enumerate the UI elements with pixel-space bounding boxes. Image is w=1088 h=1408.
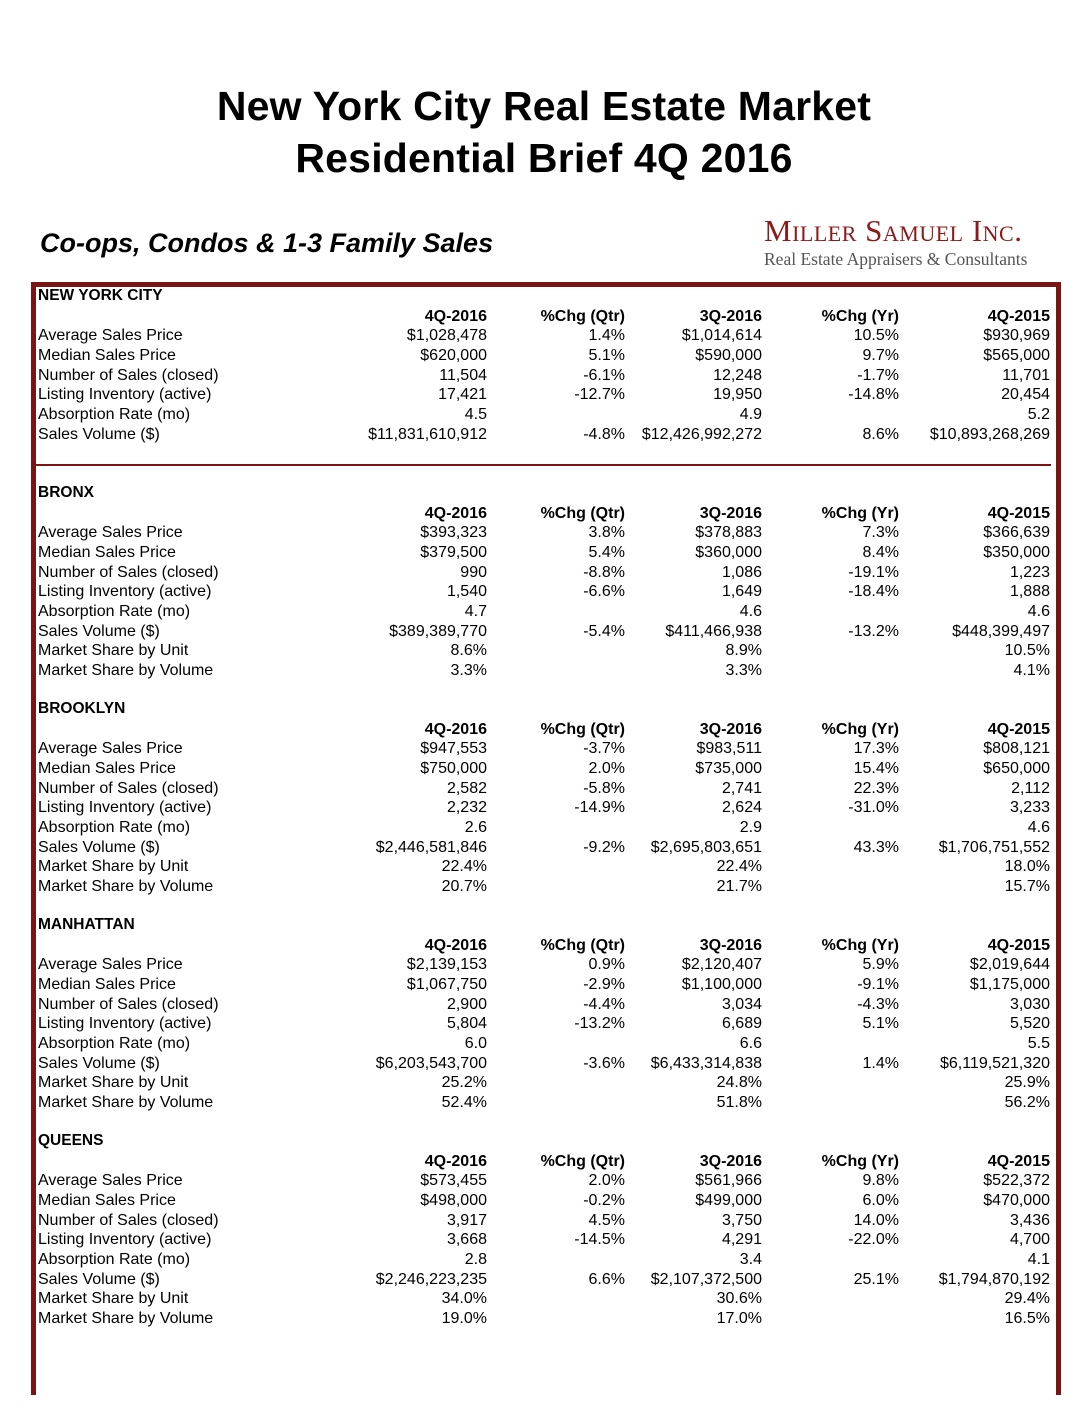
table-cell: 1,086 [721, 563, 762, 581]
row-label: Listing Inventory (active) [38, 799, 212, 817]
table-cell: 22.4% [441, 858, 487, 876]
table-row [38, 622, 1050, 642]
table-cell: 14.0% [853, 1211, 899, 1229]
column-header: %Chg (Qtr) [540, 1152, 625, 1170]
table-cell: $2,019,644 [969, 956, 1050, 974]
table-cell: 22.3% [853, 779, 899, 797]
table-row [38, 1211, 1050, 1231]
table-cell: 2,741 [721, 779, 762, 797]
table-cell: 6.6% [588, 1270, 625, 1288]
table-cell: $378,883 [695, 524, 762, 542]
table-cell: 2,112 [1011, 779, 1050, 797]
section-title: NEW YORK CITY [38, 287, 163, 304]
table-cell: -14.8% [848, 386, 899, 404]
table-row [38, 405, 1050, 425]
table-cell: 3.3% [725, 661, 762, 679]
column-header: 3Q-2016 [699, 307, 762, 325]
table-cell: -19.1% [848, 563, 899, 581]
table-cell: 12,248 [713, 366, 762, 384]
table-cell: 3,030 [1009, 995, 1050, 1013]
column-header: 4Q-2016 [424, 936, 487, 954]
table-cell: 2.0% [588, 1172, 625, 1190]
section-title: MANHATTAN [38, 916, 135, 933]
table-cell: 51.8% [716, 1093, 762, 1111]
table-cell: 25.1% [853, 1270, 899, 1288]
table-cell: 1,223 [1009, 563, 1050, 581]
table-cell: 21.7% [716, 877, 762, 895]
table-cell: 8.6% [450, 642, 487, 660]
table-cell: 4,700 [1009, 1231, 1050, 1249]
row-label: Absorption Rate (mo) [38, 405, 191, 423]
table-cell: -14.9% [574, 799, 625, 817]
table-row [38, 1250, 1050, 1270]
table-cell: 1,888 [1009, 583, 1050, 601]
row-label: Average Sales Price [38, 956, 183, 974]
table-cell: 2,624 [721, 799, 762, 817]
row-label: Sales Volume ($) [38, 838, 160, 856]
column-header: 4Q-2015 [987, 720, 1050, 738]
table-cell: 34.0% [441, 1290, 487, 1308]
table-cell: 3,917 [446, 1211, 487, 1229]
table-cell: -4.4% [583, 995, 625, 1013]
table-cell: $1,794,870,192 [938, 1270, 1050, 1288]
table-cell: $2,246,223,235 [375, 1270, 487, 1288]
table-cell: $411,466,938 [665, 622, 762, 640]
row-label: Absorption Rate (mo) [38, 602, 191, 620]
table-cell: 10.5% [853, 327, 899, 345]
table-cell: 2,232 [446, 799, 487, 817]
table-cell: $1,028,478 [406, 327, 487, 345]
table-cell: 2.9 [739, 818, 762, 836]
table-cell: 0.9% [588, 956, 625, 974]
table-cell: 8.6% [862, 425, 899, 443]
table-cell: 29.4% [1004, 1290, 1050, 1308]
table-cell: $565,000 [983, 346, 1050, 364]
table-cell: 10.5% [1004, 642, 1050, 660]
table-cell: -9.2% [583, 838, 625, 856]
row-label: Absorption Rate (mo) [38, 1250, 191, 1268]
table-cell: $590,000 [695, 346, 762, 364]
table-cell: $808,121 [983, 740, 1050, 758]
table-cell: 5.9% [862, 956, 899, 974]
table-cell: 2.6 [464, 818, 487, 836]
table-cell: 4.6 [1027, 602, 1050, 620]
column-header: 4Q-2016 [424, 1152, 487, 1170]
row-label: Listing Inventory (active) [38, 386, 212, 404]
table-cell: 1.4% [588, 327, 625, 345]
table-cell: $1,706,751,552 [938, 838, 1050, 856]
table-cell: -13.2% [848, 622, 899, 640]
table-cell: $750,000 [420, 759, 487, 777]
table-cell: $350,000 [983, 543, 1050, 561]
logo-company-name: Miller Samuel Inc. [764, 213, 1023, 248]
table-row [38, 759, 1050, 779]
table-cell: 25.9% [1004, 1074, 1050, 1092]
column-header: %Chg (Yr) [821, 936, 899, 954]
row-label: Median Sales Price [38, 1191, 176, 1209]
table-cell: 4.5 [464, 405, 487, 423]
table-cell: $1,014,614 [681, 327, 762, 345]
row-label: Number of Sales (closed) [38, 995, 219, 1013]
table-cell: 3,436 [1009, 1211, 1050, 1229]
table-row [38, 739, 1050, 759]
table-cell: 4,291 [721, 1231, 762, 1249]
table-cell: 4.9 [739, 405, 762, 423]
table-cell: 5.4% [588, 543, 625, 561]
table-row [38, 1270, 1050, 1290]
table-cell: -3.6% [583, 1054, 625, 1072]
table-cell: $983,511 [696, 740, 762, 758]
table-cell: 4.6 [1027, 818, 1050, 836]
report-title-line1: New York City Real Estate Market [216, 83, 872, 129]
column-header-row [38, 936, 1050, 956]
table-row [38, 857, 1050, 877]
table-cell: 18.0% [1004, 858, 1050, 876]
row-label: Sales Volume ($) [38, 1270, 160, 1288]
table-cell: 15.7% [1004, 877, 1050, 895]
column-header: 3Q-2016 [699, 504, 762, 522]
table-cell: 2.0% [588, 759, 625, 777]
column-header: %Chg (Qtr) [540, 504, 625, 522]
table-cell: 19.0% [441, 1309, 487, 1327]
table-cell: $393,323 [420, 524, 487, 542]
table-row [38, 1054, 1050, 1074]
table-cell: 8.4% [862, 543, 899, 561]
table-cell: $1,100,000 [681, 975, 762, 993]
section-title: BROOKLYN [38, 700, 126, 717]
table-cell: 20.7% [441, 877, 487, 895]
table-cell: $650,000 [983, 759, 1050, 777]
table-cell: -4.8% [583, 425, 625, 443]
row-label: Average Sales Price [38, 1172, 183, 1190]
table-cell: 2,900 [446, 995, 487, 1013]
table-cell: 22.4% [716, 858, 762, 876]
table-cell: 24.8% [716, 1074, 762, 1092]
table-cell: -13.2% [574, 1015, 625, 1033]
row-label: Market Share by Unit [38, 642, 189, 660]
table-cell: $448,399,497 [952, 622, 1050, 640]
table-row [38, 1191, 1050, 1211]
table-cell: $2,120,407 [681, 956, 762, 974]
table-cell: 6,689 [721, 1015, 762, 1033]
column-header: %Chg (Qtr) [540, 307, 625, 325]
row-label: Absorption Rate (mo) [38, 1034, 191, 1052]
row-label: Absorption Rate (mo) [38, 818, 191, 836]
table-cell: $2,107,372,500 [650, 1270, 762, 1288]
table-cell: 11,701 [1002, 366, 1050, 384]
table-row [38, 838, 1050, 858]
table-cell: $620,000 [420, 346, 487, 364]
row-label: Median Sales Price [38, 346, 176, 364]
table-cell: $6,433,314,838 [650, 1054, 762, 1072]
table-cell: 5,520 [1009, 1015, 1050, 1033]
row-label: Number of Sales (closed) [38, 779, 219, 797]
table-cell: -31.0% [848, 799, 899, 817]
column-header: %Chg (Qtr) [540, 720, 625, 738]
table-row [38, 425, 1050, 445]
table-row [38, 661, 1050, 681]
table-row [38, 1034, 1050, 1054]
row-label: Market Share by Volume [38, 661, 214, 679]
table-row [38, 563, 1050, 583]
table-cell: 52.4% [441, 1093, 487, 1111]
table-cell: 17,421 [438, 386, 487, 404]
row-label: Average Sales Price [38, 740, 183, 758]
table-row [38, 818, 1050, 838]
column-header: 4Q-2016 [424, 307, 487, 325]
table-row [38, 779, 1050, 799]
row-label: Median Sales Price [38, 543, 176, 561]
row-label: Median Sales Price [38, 759, 176, 777]
column-header-row [38, 1152, 1050, 1172]
table-cell: $573,455 [420, 1172, 487, 1190]
table-row [38, 326, 1050, 346]
table-cell: 1,649 [721, 583, 762, 601]
table-row [38, 543, 1050, 563]
table-cell: 2,582 [446, 779, 487, 797]
table-cell: $6,119,521,320 [939, 1054, 1050, 1072]
table-cell: 1.4% [862, 1054, 899, 1072]
table-cell: -2.9% [583, 975, 625, 993]
table-cell: 5,804 [446, 1015, 487, 1033]
row-label: Market Share by Volume [38, 877, 214, 895]
table-cell: 4.1 [1027, 1250, 1050, 1268]
table-row [38, 975, 1050, 995]
row-label: Sales Volume ($) [38, 425, 160, 443]
table-cell: -3.7% [583, 740, 625, 758]
table-cell: 56.2% [1004, 1093, 1050, 1111]
table-cell: -8.8% [583, 563, 625, 581]
table-cell: 16.5% [1004, 1309, 1050, 1327]
column-header-row [38, 504, 1050, 524]
table-row [38, 641, 1050, 661]
row-label: Average Sales Price [38, 327, 183, 345]
row-label: Number of Sales (closed) [38, 366, 219, 384]
table-cell: 20,454 [1001, 386, 1050, 404]
table-cell: $389,389,770 [389, 622, 487, 640]
table-cell: 3,750 [721, 1211, 762, 1229]
column-header: 4Q-2015 [987, 504, 1050, 522]
row-label: Market Share by Volume [38, 1093, 214, 1111]
table-cell: 3,668 [446, 1231, 487, 1249]
column-header: 4Q-2016 [424, 720, 487, 738]
table-cell: 6.0 [464, 1034, 487, 1052]
table-cell: 3.4 [739, 1250, 762, 1268]
table-cell: 5.1% [588, 346, 625, 364]
table-cell: $499,000 [695, 1191, 762, 1209]
table-cell: 9.8% [862, 1172, 899, 1190]
table-cell: -18.4% [848, 583, 899, 601]
table-row [38, 1171, 1050, 1191]
table-cell: 11,504 [439, 366, 487, 384]
table-cell: -22.0% [848, 1231, 899, 1249]
column-header: 4Q-2015 [987, 936, 1050, 954]
row-label: Listing Inventory (active) [38, 1015, 212, 1033]
table-cell: 17.3% [853, 740, 899, 758]
table-cell: $10,893,268,269 [929, 425, 1050, 443]
table-row [38, 1093, 1050, 1113]
row-label: Market Share by Unit [38, 858, 189, 876]
table-cell: 30.6% [716, 1290, 762, 1308]
column-header: 4Q-2015 [987, 307, 1050, 325]
row-label: Number of Sales (closed) [38, 1211, 219, 1229]
table-cell: 15.4% [853, 759, 899, 777]
table-cell: 5.1% [862, 1015, 899, 1033]
table-cell: 7.3% [862, 524, 899, 542]
table-cell: -5.4% [583, 622, 625, 640]
column-header: 4Q-2016 [424, 504, 487, 522]
table-cell: $1,067,750 [406, 975, 487, 993]
table-cell: 5.5 [1027, 1034, 1050, 1052]
column-header: 3Q-2016 [699, 720, 762, 738]
table-cell: 17.0% [716, 1309, 762, 1327]
column-header: %Chg (Yr) [821, 720, 899, 738]
column-header: 3Q-2016 [699, 936, 762, 954]
table-cell: 3,034 [721, 995, 762, 1013]
table-cell: 5.2 [1027, 405, 1050, 423]
table-cell: 8.9% [725, 642, 762, 660]
table-row [38, 1073, 1050, 1093]
table-cell: 1,540 [446, 583, 487, 601]
table-cell: 2.8 [464, 1250, 487, 1268]
table-cell: 4.7 [464, 602, 487, 620]
logo-tagline: Real Estate Appraisers & Consultants [764, 249, 1028, 269]
table-cell: 6.6 [739, 1034, 762, 1052]
table-row [38, 346, 1050, 366]
section-title: BRONX [38, 484, 94, 501]
table-cell: $366,639 [983, 524, 1050, 542]
table-row [38, 523, 1050, 543]
table-cell: $360,000 [695, 543, 762, 561]
section-title: QUEENS [38, 1132, 104, 1149]
table-row [38, 1230, 1050, 1250]
table-cell: 3.8% [588, 524, 625, 542]
table-cell: $498,000 [420, 1191, 487, 1209]
column-header: %Chg (Yr) [821, 307, 899, 325]
table-cell: -4.3% [857, 995, 899, 1013]
table-row [38, 1309, 1050, 1329]
row-label: Market Share by Unit [38, 1074, 189, 1092]
table-cell: -1.7% [857, 366, 899, 384]
table-cell: 25.2% [441, 1074, 487, 1092]
row-label: Number of Sales (closed) [38, 563, 219, 581]
row-label: Market Share by Volume [38, 1309, 214, 1327]
table-cell: 43.3% [853, 838, 899, 856]
table-cell: 19,950 [713, 386, 762, 404]
table-cell: $470,000 [983, 1191, 1050, 1209]
table-cell: $11,831,610,912 [368, 425, 487, 443]
row-label: Listing Inventory (active) [38, 1231, 212, 1249]
section-divider [36, 464, 1051, 466]
table-cell: -12.7% [574, 386, 625, 404]
table-cell: -5.8% [583, 779, 625, 797]
company-logo [764, 214, 1027, 269]
table-cell: -14.5% [574, 1231, 625, 1249]
table-cell: 990 [460, 563, 487, 581]
table-row [38, 798, 1050, 818]
table-cell: $12,426,992,272 [641, 425, 762, 443]
table-row [38, 1014, 1050, 1034]
table-cell: $930,969 [983, 327, 1050, 345]
table-cell: 6.0% [862, 1191, 899, 1209]
row-label: Sales Volume ($) [38, 1054, 160, 1072]
row-label: Sales Volume ($) [38, 622, 160, 640]
column-header-row [38, 307, 1050, 327]
table-row [38, 602, 1050, 622]
table-cell: $2,446,581,846 [375, 838, 487, 856]
table-cell: $735,000 [695, 759, 762, 777]
row-label: Market Share by Unit [38, 1290, 189, 1308]
table-cell: 3.3% [450, 661, 487, 679]
row-label: Average Sales Price [38, 524, 183, 542]
column-header: %Chg (Qtr) [540, 936, 625, 954]
table-cell: $561,966 [695, 1172, 762, 1190]
table-cell: 3,233 [1009, 799, 1050, 817]
table-row [38, 366, 1050, 386]
table-cell: 4.1% [1013, 661, 1050, 679]
table-row [38, 1289, 1050, 1309]
table-cell: -6.1% [583, 366, 625, 384]
table-cell: -6.6% [583, 583, 625, 601]
table-cell: 9.7% [862, 346, 899, 364]
column-header: 3Q-2016 [699, 1152, 762, 1170]
column-header-row [38, 720, 1050, 740]
table-cell: $2,695,803,651 [650, 838, 762, 856]
table-row [38, 995, 1050, 1015]
table-row [38, 877, 1050, 897]
table-cell: $1,175,000 [969, 975, 1050, 993]
report-subtitle: Co-ops, Condos & 1-3 Family Sales [40, 228, 494, 258]
table-cell: 4.6 [739, 602, 762, 620]
column-header: %Chg (Yr) [821, 1152, 899, 1170]
row-label: Listing Inventory (active) [38, 583, 212, 601]
table-cell: $6,203,543,700 [375, 1054, 487, 1072]
table-cell: $947,553 [420, 740, 487, 758]
report-title-line2: Residential Brief 4Q 2016 [295, 135, 793, 181]
column-header: 4Q-2015 [987, 1152, 1050, 1170]
table-cell: $379,500 [420, 543, 487, 561]
table-cell: $522,372 [983, 1172, 1050, 1190]
column-header: %Chg (Yr) [821, 504, 899, 522]
table-cell: 4.5% [588, 1211, 625, 1229]
table-cell: -9.1% [857, 975, 899, 993]
row-label: Median Sales Price [38, 975, 176, 993]
table-row [38, 582, 1050, 602]
table-row [38, 955, 1050, 975]
table-cell: $2,139,153 [406, 956, 487, 974]
table-cell: -0.2% [583, 1191, 625, 1209]
table-row [38, 385, 1050, 405]
